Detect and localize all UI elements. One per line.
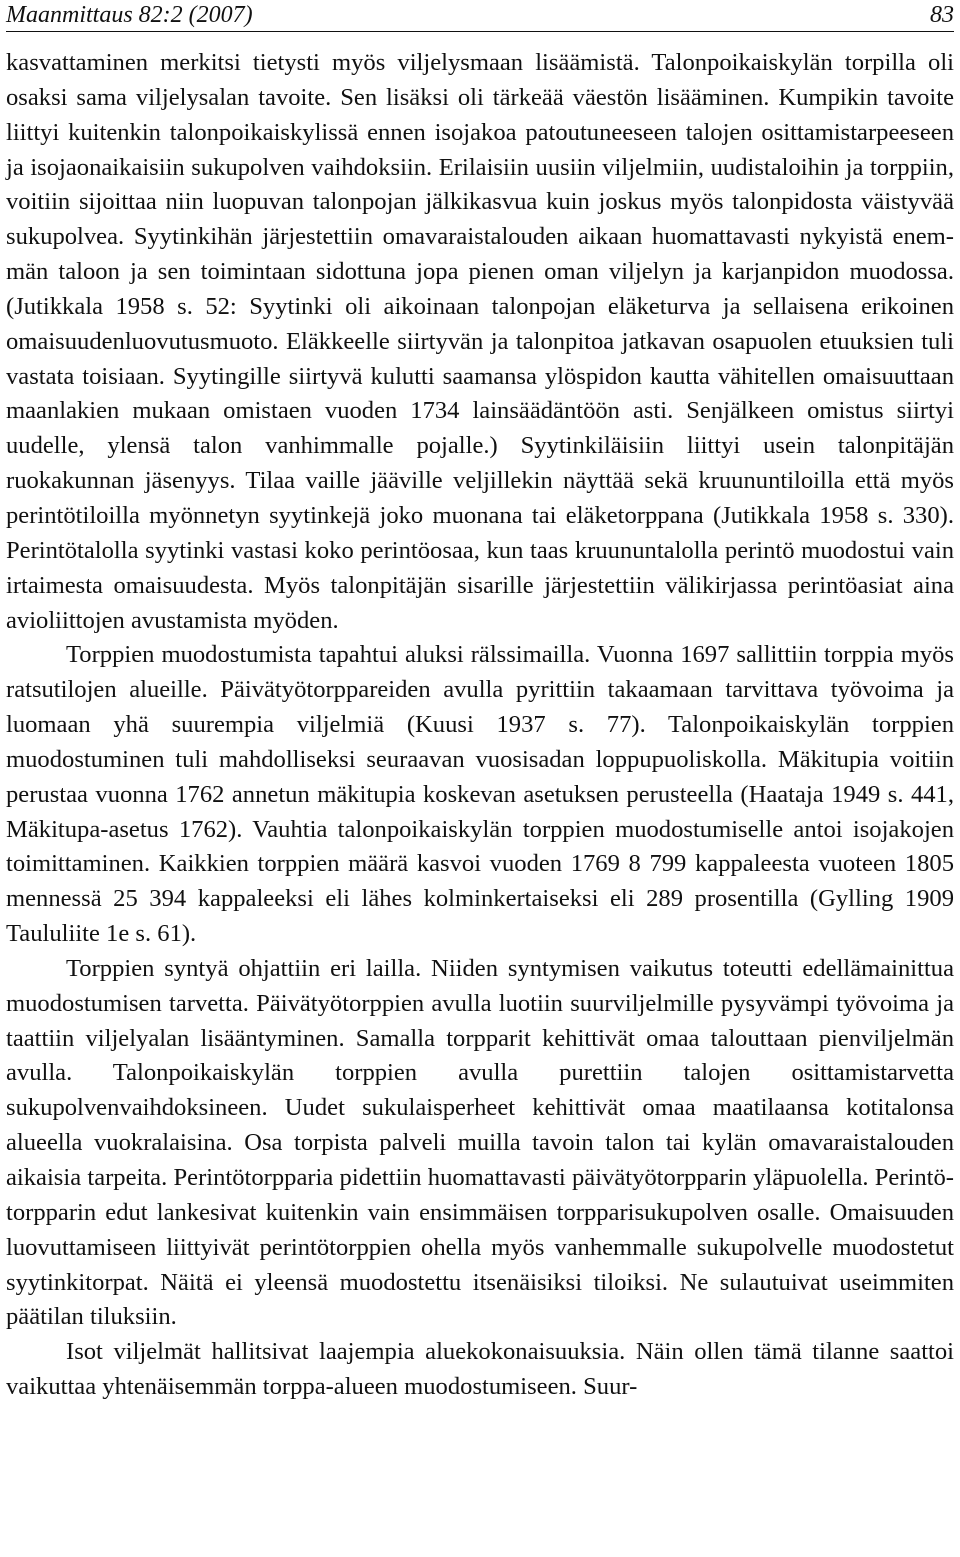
paragraph-4: Isot viljelmät hallitsivat laajempia aluekokonaisuuksia. Näin ollen tämä tilanne saattoi vaikuttaa yhtenäisemmän torppa-alueen muodostumiseen. Suur-: [6, 1338, 954, 1401]
running-header: [6, 0, 954, 32]
paragraph-1: kasvattaminen merkitsi tietysti myös viljelysmaan lisäämistä. Talonpoikaiskylän torpilla oli osaksi sama viljelysalan tavoite. Sen lisäksi oli tärkeää väestön lisääminen. Kumpikin tavoite liittyi kuitenkin talonpoikaiskylissä ennen isojakoa patoutuneeseen talojen osittamistarpeeseen ja isojaonaikaisiin sukupolven vaihdoksiin. Erilaisiin uusiin viljelmiin, uudistaloihin ja torppiin, voitiin sijoittaa niin luopuvan talonpojan jälkikasvua kuin joskus myös talonpidosta väistyvää sukupolvea. Syytinkihän järjestettiin omavaraistalouden aikaan huomattavasti nykyistä enemmän taloon ja sen toimintaan sidottuna jopa pienen oman viljelyn ja karjanpidon muodossa. (Jutikkala 1958 s. 52: Syytinki oli aikoinaan talonpojan eläketurva ja sellaisena erikoinen omaisuudenluovutusmuoto. Eläkkeelle siirtyvän ja talonpitoa jatkavan osapuolen etuuksien tuli vastata toisiaan. Syytingille siirtyvä kulutti saamansa ylöspidon kautta vähitellen omaisuuttaan maanlakien mukaan omistaen vuoden 1734 lainsäädäntöön asti. Senjälkeen omistus siirtyi uudelle, ylensä talon vanhimmalle pojalle.) Syytinkiläisiin liittyi usein talonpitäjän ruokakunnan jäsenyys. Tilaa vaille jääville veljillekin näyttää sekä kruununtiloilla että myös perintötiloilla myönnetyn syytinkejä joko muonana tai eläketorppana (Jutikkala 1958 s. 330). Perintötalolla syytinki vastasi koko perintöosaa, kun taas kruununtalolla perintö muodostui vain irtaimesta omaisuudesta. Myös talonpitäjän sisarille järjestettiin välikirjassa perintöasiat aina avioliittojen avustamista myöden.: [6, 49, 954, 634]
paragraph-3: Torppien syntyä ohjattiin eri lailla. Niiden syntymisen vaikutus toteutti edellämainittua muodostumisen tarvetta. Päivätyötorppien avulla luotiin suurviljelmille pysyvämpi työvoima ja taattiin viljelyalan lisääntyminen. Samalla torpparit kehittivät omaa talouttaan pienviljelmän avulla. Talonpoikaiskylän torppien avulla purettiin talojen osittamistarvetta sukupolvenvaihdoksineen. Uudet sukulaisperheet kehittivät omaa maatilaansa kotitalonsa alueella vuokralaisina. Osa torpista palveli muilla tavoin talon tai kylän omavaraistalouden aikaisia tarpeita. Perintötorpparia pidettiin huomattavasti päivätyötorpparin yläpuolella. Perintötorpparin edut lankesivat kuitenkin vain ensimmäisen torpparisukupolven osalle. Omaisuuden luovuttamiseen liittyivät perintötorppien ohella myös vanhemmalle sukupolvelle muodostetut syytinkitorpat. Näitä ei yleensä muodostettu itsenäisiksi tiloiksi. Ne sulautuivat useimmiten päätilan tiluksiin.: [6, 954, 954, 1331]
page-number: 83: [930, 2, 954, 28]
journal-title: Maanmittaus 82:2 (2007): [6, 2, 253, 28]
paragraph-2: Torppien muodostumista tapahtui aluksi rälssimailla. Vuonna 1697 sallittiin torppia myös ratsutilojen alueille. Päivätyötorppareiden avulla pyrittiin takaamaan tarvittava työvoima ja luomaan yhä suurempia viljelmiä (Kuusi 1937 s. 77). Talonpoikaiskylän torppien muodostuminen tuli mahdolliseksi seuraavan vuosisadan loppupuoliskolla. Mäkitupia voitiin perustaa vuonna 1762 annetun mäkitupia koskevan asetuksen perusteella (Haataja 1949 s. 441, Mäkitupa-asetus 1762). Vauhtia talonpoikaiskylän torppien muodostumiselle antoi isojakojen toimittaminen. Kaikkien torppien määrä kasvoi vuoden 1769 8 799 kappaleesta vuoteen 1805 mennessä 25 394 kappaleeksi eli lähes kolminkertaiseksi eli 289 prosentilla (Gylling 1909 Taululiite 1e s. 61).: [6, 641, 954, 948]
article-body: [6, 46, 954, 1405]
